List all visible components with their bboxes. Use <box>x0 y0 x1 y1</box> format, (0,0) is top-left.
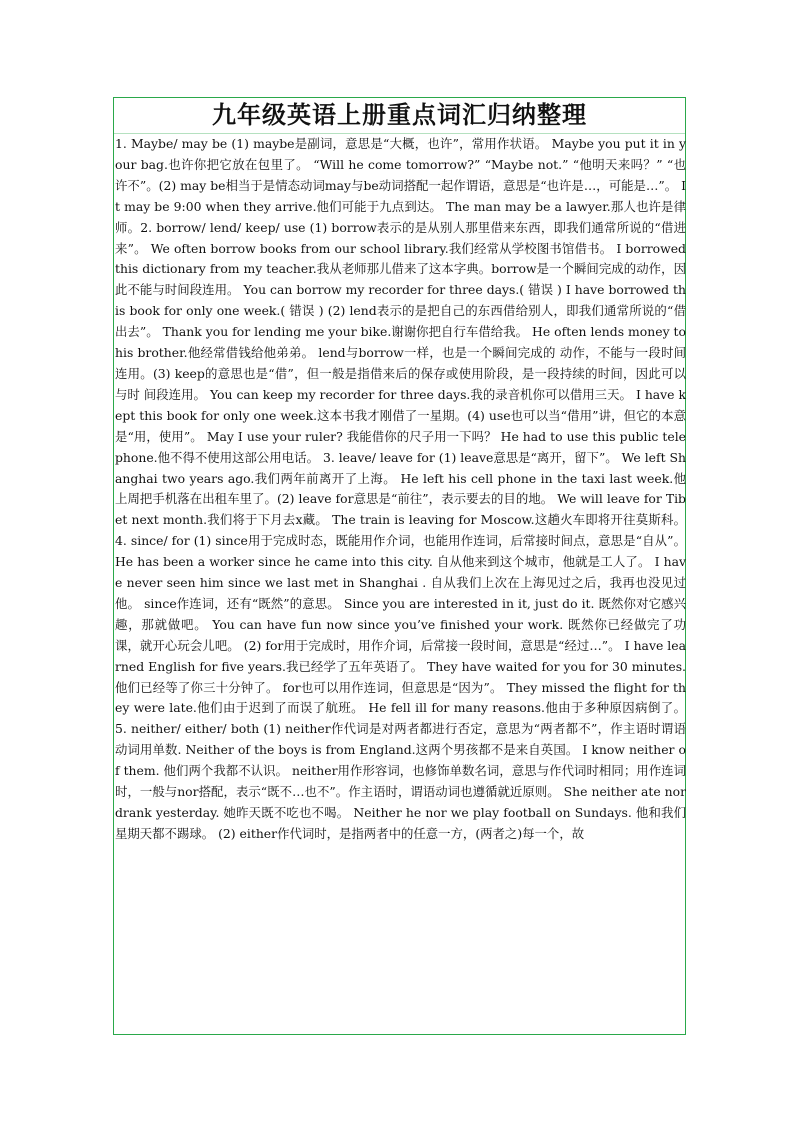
document-body: 1. Maybe/ may be (1) maybe是副词，意思是“大概，也许”，常用作状语。 Maybe you put it in your bag.也许你把它放在包里了。 “Will he come tomorrow?” “Maybe not.” “他明天来吗？” “也许不”。(2) may be相当于是情态动词may与be动词搭配一起作谓语，意思是“也许是…，可能是…”。 It may be 9:00 when they arrive.他们可能于九点到达。 The man may be a lawyer.那人也许是律师。2. borrow/ lend/ keep/ use (1) borrow表示的是从别人那里借来东西，即我们通常所说的“借进来”。 We often borrow books from our school library.我们经常从学校图书馆借书。 I borrowed this dictionary from my teacher.我从老师那儿借来了这本字典。borrow是一个瞬间完成的动作，因此不能与时间段连用。 You can borrow my recorder for three days.( 错误 ) I have borrowed this book for only one week.( 错误 ) (2) lend表示的是把自己的东西借给别人，即我们通常所说的“借出去”。 Thank you for lending me your bike.谢谢你把自行车借给我。 He often lends money to his brother.他经常借钱给他弟弟。 lend与borrow一样，也是一个瞬间完成的 动作，不能与一段时间连用。(3) keep的意思也是“借”，但一般是指借来后的保存或使用阶段，是一段持续的时间，因此可以与时 间段连用。 You can keep my recorder for three days.我的录音机你可以借用三天。 I have kept this book for only one week.这本书我才刚借了一星期。(4) use也可以当“借用”讲，但它的本意是“用，使用”。 May I use your ruler? 我能借你的尺子用一下吗？ He had to use this public telephone.他不得不使用这部公用电话。 3. leave/ leave for (1) leave意思是“离开，留下”。 We left Shanghai two years ago.我们两年前离开了上海。 He left his cell phone in the taxi last week.他上周把手机落在出租车里了。(2) leave for意思是“前往”，表示要去的目的地。 We will leave for Tibet next month.我们将于下月去x藏。 The train is leaving for Moscow.这趟火车即将开往莫斯科。 4. since/ for (1) since用于完成时态，既能用作介词，也能用作连词，后常接时间点，意思是“自从”。 He has been a worker since he came into this city. 自从他来到这个城市，他就是工人了。 I have never seen him since we last met in Shanghai . 自从我们上次在上海见过之后，我再也没见过他。 since作连词，还有“既然”的意思。 Since you are interested in it, just do it. 既然你对它感兴趣，那就做吧。 You can have fun now since you’ve finished your work. 既然你已经做完了功课，就开心玩会儿吧。 (2) for用于完成时，用作介词，后常接一段时间，意思是“经过…”。 I have learned English for five years.我已经学了五年英语了。 They have waited for you for 30 minutes.他们已经等了你三十分钟了。 for也可以用作连词，但意思是“因为”。 They missed the flight for they were late.他们由于迟到了而误了航班。 He fell ill for many reasons.他由于多种原因病倒了。 5. neither/ either/ both (1) neither作代词是对两者都进行否定，意思为“两者都不”，作主语时谓语动词用单数. Neither of the boys is from England.这两个男孩都不是来自英国。 I know neither of them. 他们两个我都不认识。 neither用作形容词，也修饰单数名词，意思与作代词时相同；用作连词时，一般与nor搭配，表示“既不…也不”。作主语时，谓语动词也遵循就近原则。 She neither ate nor drank yesterday. 她昨天既不吃也不喝。 Neither he nor we play football on Sundays. 他和我们星期天都不踢球。 (2) either作代词时，是指两者中的任意一方，(两者之)每一个，故 <box>115 136 686 841</box>
document-title: 九年级英语上册重点词汇归纳整理 <box>212 101 587 129</box>
